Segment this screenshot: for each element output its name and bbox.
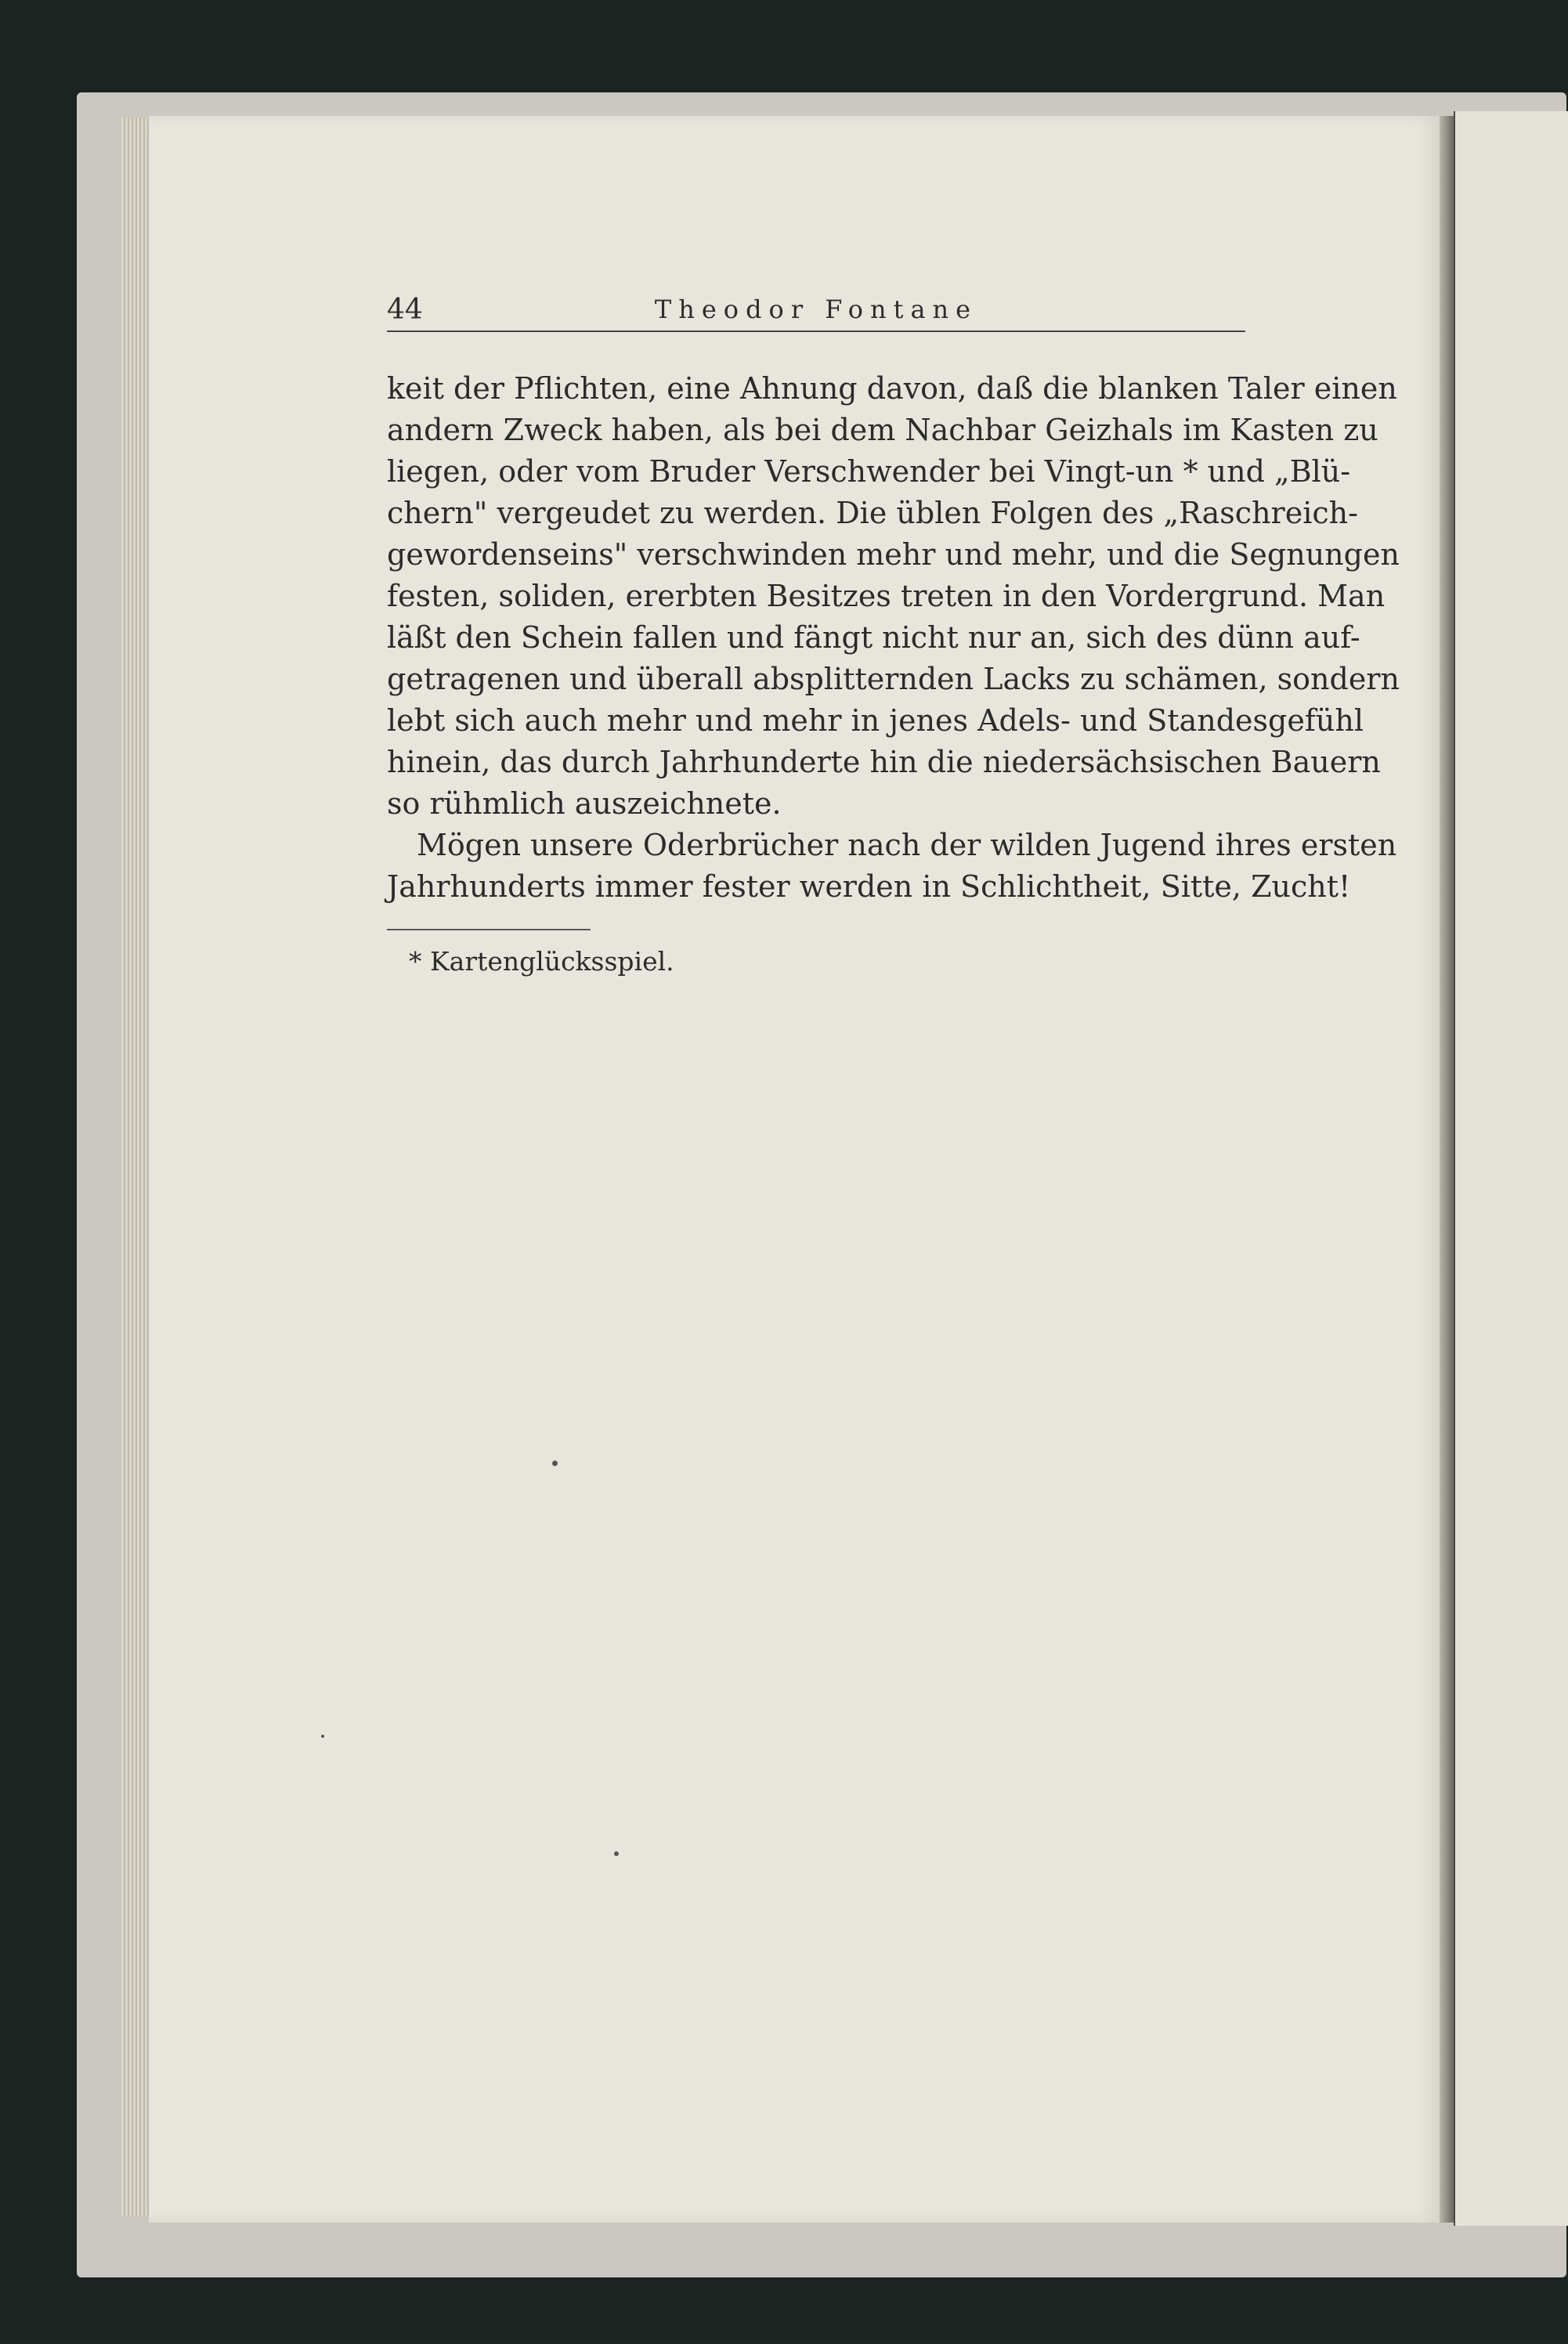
footnote: * Kartenglücksspiel.: [409, 946, 674, 977]
running-title: Theodor Fontane: [654, 294, 978, 324]
paper-speck: [552, 1461, 558, 1466]
text-line: so rühmlich auszeichnete.: [387, 786, 782, 821]
paper-speck: [321, 1735, 324, 1738]
text-line: andern Zweck haben, als bei dem Nachbar Geizhals im Kasten zu: [387, 413, 1378, 447]
paper-speck: [614, 1851, 619, 1856]
text-line: läßt den Schein fallen und fängt nicht nur an, sich des dünn auf-: [387, 620, 1360, 655]
body-text: [387, 368, 1400, 908]
text-line: liegen, oder vom Bruder Verschwender bei Vingt-un * und „Blü-: [387, 454, 1351, 489]
text-line: gewordenseins" verschwinden mehr und mehr, und die Segnungen: [387, 537, 1400, 572]
text-line: chern" vergeudet zu werden. Die üblen Folgen des „Raschreich-: [387, 496, 1358, 530]
text-line: festen, soliden, ererbten Besitzes treten in den Vordergrund. Man: [387, 579, 1386, 613]
text-line: Mögen unsere Oderbrücher nach der wilden Jugend ihres ersten: [417, 828, 1397, 862]
text-line: getragenen und überall absplitternden Lacks zu schämen, sondern: [387, 662, 1400, 696]
text-line: hinein, das durch Jahrhunderte hin die niedersächsischen Bauern: [387, 745, 1381, 779]
next-page-edge: [1454, 111, 1568, 2226]
text-line: keit der Pflichten, eine Ahnung davon, daß die blanken Taler einen: [387, 371, 1397, 406]
page-header: [387, 291, 1245, 332]
book-gutter: [1440, 116, 1454, 2223]
footnote-rule: [387, 929, 591, 930]
page-number: 44: [387, 294, 423, 326]
text-line: lebt sich auch mehr und mehr in jenes Adels- und Standesgefühl: [387, 703, 1364, 738]
page-edges: [121, 117, 153, 2216]
text-line: Jahrhunderts immer fester werden in Schlichtheit, Sitte, Zucht!: [387, 869, 1351, 904]
